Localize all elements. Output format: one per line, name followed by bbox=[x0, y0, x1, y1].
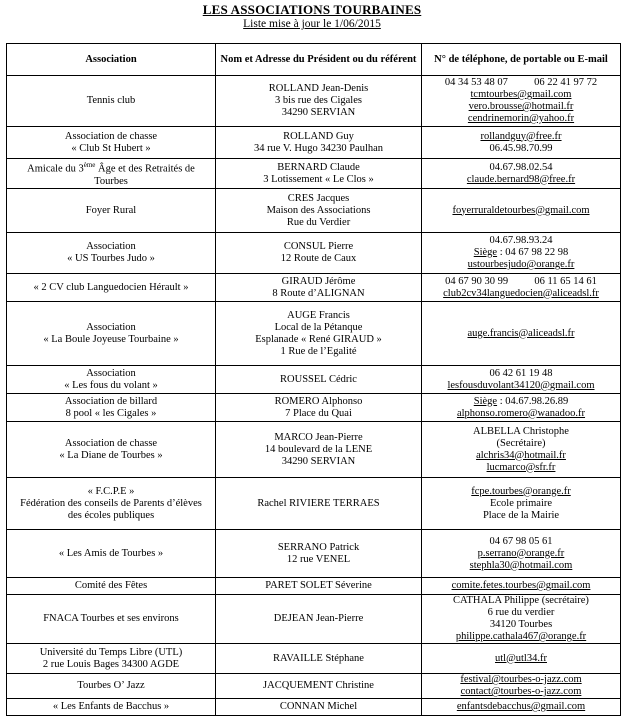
cell-line: (Secrétaire) bbox=[496, 437, 546, 449]
cell-line: « La Diane de Tourbes » bbox=[59, 449, 163, 461]
cell-line: CRES Jacques bbox=[287, 192, 350, 204]
president-cell bbox=[216, 366, 422, 394]
president-cell bbox=[216, 578, 422, 595]
cell-line: Tennis club bbox=[86, 95, 136, 106]
email-link[interactable]: rollandguy@free.fr bbox=[480, 130, 562, 142]
email-link[interactable]: lesfousduvolant34120@gmail.com bbox=[447, 379, 595, 391]
cell-line: 06 42 61 19 48 bbox=[489, 367, 553, 379]
email-link[interactable]: contact@tourbes-o-jazz.com bbox=[460, 686, 582, 697]
cell-line: « US Tourbes Judo » bbox=[67, 253, 155, 264]
table-row bbox=[7, 530, 621, 578]
cell-line: 12 Route de Caux bbox=[280, 253, 357, 264]
cell-line: Comité des Fêtes bbox=[74, 580, 148, 591]
association-cell bbox=[7, 394, 216, 422]
email-link[interactable]: philippe.cathala467@orange.fr bbox=[455, 631, 587, 642]
email-link[interactable]: comite.fetes.tourbes@gmail.com bbox=[451, 580, 591, 591]
association-cell bbox=[7, 674, 216, 699]
cell-line: Tourbes O’ Jazz bbox=[77, 680, 145, 691]
contact-cell bbox=[422, 595, 621, 644]
email-link[interactable]: festival@tourbes-o-jazz.com bbox=[460, 674, 582, 685]
email-link[interactable]: auge.francis@aliceadsl.fr bbox=[467, 327, 575, 339]
table-row bbox=[7, 366, 621, 394]
cell-line: Tourbes bbox=[94, 175, 128, 187]
email-link[interactable]: tcmtourbes@gmail.com bbox=[470, 89, 572, 100]
table-row bbox=[7, 159, 621, 189]
email-link[interactable]: lucmarco@sfr.fr bbox=[486, 461, 556, 473]
cell-line: Maison des Associations bbox=[266, 204, 371, 216]
cell-line: 1 Rue de l’Egalité bbox=[280, 345, 357, 357]
cell-line: Rue du Verdier bbox=[286, 216, 351, 228]
association-cell bbox=[7, 530, 216, 578]
association-cell bbox=[7, 699, 216, 716]
cell-line: 04.67.98.02.54 bbox=[489, 161, 553, 173]
association-cell bbox=[7, 159, 216, 189]
contact-cell bbox=[422, 302, 621, 366]
email-link[interactable]: club2cv34languedocien@aliceadsl.fr bbox=[443, 287, 599, 299]
cell-line: Association de chasse bbox=[64, 130, 158, 142]
email-link[interactable]: cendrinemorin@yahoo.fr bbox=[467, 113, 575, 124]
contact-cell bbox=[422, 422, 621, 478]
cell-line: « Les Amis de Tourbes » bbox=[58, 547, 164, 559]
president-cell bbox=[216, 159, 422, 189]
association-cell bbox=[7, 595, 216, 644]
cell-line: Siège : 04 67 98 22 98 bbox=[473, 247, 569, 258]
document-title: LES ASSOCIATIONS TOURBAINES bbox=[202, 2, 422, 17]
association-cell bbox=[7, 127, 216, 159]
cell-line: Place de la Mairie bbox=[482, 509, 560, 521]
cell-line: SERRANO Patrick bbox=[277, 541, 360, 553]
contact-cell bbox=[422, 76, 621, 127]
cell-line: Université du Temps Libre (UTL) bbox=[39, 646, 183, 658]
cell-line: MARCO Jean-Pierre bbox=[274, 431, 363, 443]
association-cell bbox=[7, 233, 216, 274]
cell-line: Amicale du 3ème Âge et des Retraités de bbox=[27, 161, 195, 175]
contact-cell bbox=[422, 366, 621, 394]
cell-line: 04.67.98.93.24 bbox=[489, 235, 553, 246]
table-row bbox=[7, 699, 621, 716]
cell-line: DEJEAN Jean-Pierre bbox=[273, 613, 364, 624]
cell-line: Esplanade « René GIRAUD » bbox=[255, 333, 382, 345]
contact-cell bbox=[422, 189, 621, 233]
email-link[interactable]: utl@utl34.fr bbox=[495, 652, 547, 664]
association-cell bbox=[7, 302, 216, 366]
email-link[interactable]: ustourbesjudo@orange.fr bbox=[467, 259, 575, 270]
president-cell bbox=[216, 699, 422, 716]
contact-cell bbox=[422, 478, 621, 530]
cell-line: 2 rue Louis Bages 34300 AGDE bbox=[42, 658, 180, 670]
email-link[interactable]: enfantsdebacchus@gmail.com bbox=[456, 701, 586, 712]
header-president: Nom et Adresse du Président ou du référent bbox=[216, 44, 422, 76]
cell-line: Foyer Rural bbox=[85, 204, 137, 216]
association-cell bbox=[7, 578, 216, 595]
president-cell bbox=[216, 394, 422, 422]
cell-line: ROLLAND Jean-Denis bbox=[268, 83, 369, 94]
contact-cell bbox=[422, 644, 621, 674]
cell-line: PARET SOLET Séverine bbox=[265, 580, 372, 591]
contact-cell bbox=[422, 578, 621, 595]
update-date: Liste mise à jour le 1/06/2015 bbox=[243, 18, 381, 30]
cell-line: 34290 SERVIAN bbox=[281, 455, 356, 467]
contact-cell bbox=[422, 394, 621, 422]
president-cell bbox=[216, 478, 422, 530]
cell-line: « La Boule Joyeuse Tourbaine » bbox=[43, 333, 179, 345]
contact-cell bbox=[422, 530, 621, 578]
cell-line: GIRAUD Jérôme bbox=[281, 275, 356, 287]
table-row bbox=[7, 76, 621, 127]
contact-cell bbox=[422, 159, 621, 189]
cell-line: AUGE Francis bbox=[287, 309, 350, 321]
header-association: Association bbox=[7, 44, 216, 76]
cell-line: 7 Place du Quai bbox=[285, 407, 352, 419]
president-cell bbox=[216, 644, 422, 674]
cell-line: RAVAILLE Stéphane bbox=[273, 652, 364, 664]
president-cell bbox=[216, 674, 422, 699]
table-row bbox=[7, 422, 621, 478]
cell-line: Rachel RIVIERE TERRAES bbox=[257, 497, 380, 509]
table-row bbox=[7, 302, 621, 366]
association-cell bbox=[7, 76, 216, 127]
associations-table bbox=[6, 43, 621, 716]
table-row bbox=[7, 127, 621, 159]
cell-line: « F.C.P.E » bbox=[87, 485, 135, 497]
cell-line: JACQUEMENT Christine bbox=[263, 680, 374, 691]
cell-line: 04 67 98 05 61 bbox=[489, 535, 553, 547]
association-cell bbox=[7, 366, 216, 394]
president-cell bbox=[216, 530, 422, 578]
cell-line: ROUSSEL Cédric bbox=[280, 373, 357, 385]
president-cell bbox=[216, 422, 422, 478]
cell-line: « Les fous du volant » bbox=[64, 379, 158, 391]
cell-line: Association de chasse bbox=[64, 437, 158, 449]
contact-cell bbox=[422, 674, 621, 699]
table-row bbox=[7, 578, 621, 595]
cell-line: CONNAN Michel bbox=[279, 701, 358, 712]
email-link[interactable]: vero.brousse@hotmail.fr bbox=[468, 101, 574, 112]
email-link[interactable]: p.serrano@orange.fr bbox=[477, 547, 565, 559]
table-row bbox=[7, 189, 621, 233]
header-contact: N° de téléphone, de portable ou E-mail bbox=[422, 44, 621, 76]
contact-cell bbox=[422, 233, 621, 274]
email-link[interactable]: stephla30@hotmail.com bbox=[469, 559, 573, 571]
cell-line: FNACA Tourbes et ses environs bbox=[43, 613, 179, 624]
cell-line: Siège : 04.67.98.26.89 bbox=[473, 395, 569, 407]
cell-line: 06.45.98.70.99 bbox=[489, 142, 553, 154]
contact-cell bbox=[422, 699, 621, 716]
cell-line: ROLLAND Guy bbox=[283, 130, 354, 142]
table-header-row bbox=[7, 44, 621, 76]
cell-line: 8 Route d’ALIGNAN bbox=[272, 287, 365, 299]
cell-line: ROMERO Alphonso bbox=[274, 395, 363, 407]
association-cell bbox=[7, 189, 216, 233]
president-cell bbox=[216, 127, 422, 159]
president-cell bbox=[216, 76, 422, 127]
cell-line: 04 34 53 48 07 06 22 41 97 72 bbox=[444, 77, 598, 88]
cell-line: 8 pool « les Cigales » bbox=[65, 407, 157, 419]
president-cell bbox=[216, 595, 422, 644]
cell-line: ALBELLA Christophe bbox=[473, 425, 569, 437]
cell-line: CATHALA Philippe (secrétaire) bbox=[453, 595, 589, 606]
cell-line: des écoles publiques bbox=[67, 509, 155, 521]
association-cell bbox=[7, 274, 216, 302]
president-cell bbox=[216, 233, 422, 274]
cell-line: 34120 Tourbes bbox=[489, 619, 553, 630]
email-link[interactable]: alphonso.romero@wanadoo.fr bbox=[456, 407, 586, 419]
association-cell bbox=[7, 644, 216, 674]
email-link[interactable]: alchris34@hotmail.fr bbox=[476, 449, 566, 461]
cell-line: CONSUL Pierre bbox=[283, 241, 354, 252]
table-row bbox=[7, 644, 621, 674]
cell-line: « 2 CV club Languedocien Hérault » bbox=[33, 281, 189, 293]
email-link[interactable]: foyerruraldetourbes@gmail.com bbox=[452, 204, 590, 216]
cell-line: « Club St Hubert » bbox=[71, 142, 151, 154]
association-cell bbox=[7, 478, 216, 530]
cell-line: Association bbox=[86, 241, 136, 252]
cell-line: « Les Enfants de Bacchus » bbox=[52, 701, 170, 712]
cell-line: BERNARD Claude bbox=[277, 161, 360, 173]
cell-line: 3 bis rue des Cigales bbox=[275, 95, 362, 106]
cell-line: Association bbox=[86, 321, 136, 333]
association-cell bbox=[7, 422, 216, 478]
cell-line: Fédération des conseils de Parents d’élèves bbox=[20, 497, 202, 509]
table-row bbox=[7, 233, 621, 274]
cell-line: 14 boulevard de la LENE bbox=[264, 443, 373, 455]
cell-line: Association bbox=[86, 367, 136, 379]
email-link[interactable]: claude.bernard98@free.fr bbox=[466, 173, 576, 185]
table-row bbox=[7, 478, 621, 530]
cell-line: 6 rue du verdier bbox=[487, 607, 555, 618]
table-row bbox=[7, 595, 621, 644]
president-cell bbox=[216, 274, 422, 302]
table-row bbox=[7, 674, 621, 699]
cell-line: 3 Lotissement « Le Clos » bbox=[263, 173, 374, 185]
email-link[interactable]: fcpe.tourbes@orange.fr bbox=[471, 485, 571, 497]
cell-line: 34290 SERVIAN bbox=[281, 107, 356, 118]
cell-line: 12 rue VENEL bbox=[286, 553, 351, 565]
cell-line: 04 67 90 30 99 06 11 65 14 61 bbox=[445, 275, 597, 287]
contact-cell bbox=[422, 127, 621, 159]
table-row bbox=[7, 394, 621, 422]
cell-line: Ecole primaire bbox=[489, 497, 553, 509]
cell-line: Association de billard bbox=[64, 395, 158, 407]
contact-cell bbox=[422, 274, 621, 302]
cell-line: 34 rue V. Hugo 34230 Paulhan bbox=[253, 142, 384, 154]
table-row bbox=[7, 274, 621, 302]
cell-line: Local de la Pétanque bbox=[274, 321, 363, 333]
president-cell bbox=[216, 189, 422, 233]
president-cell bbox=[216, 302, 422, 366]
